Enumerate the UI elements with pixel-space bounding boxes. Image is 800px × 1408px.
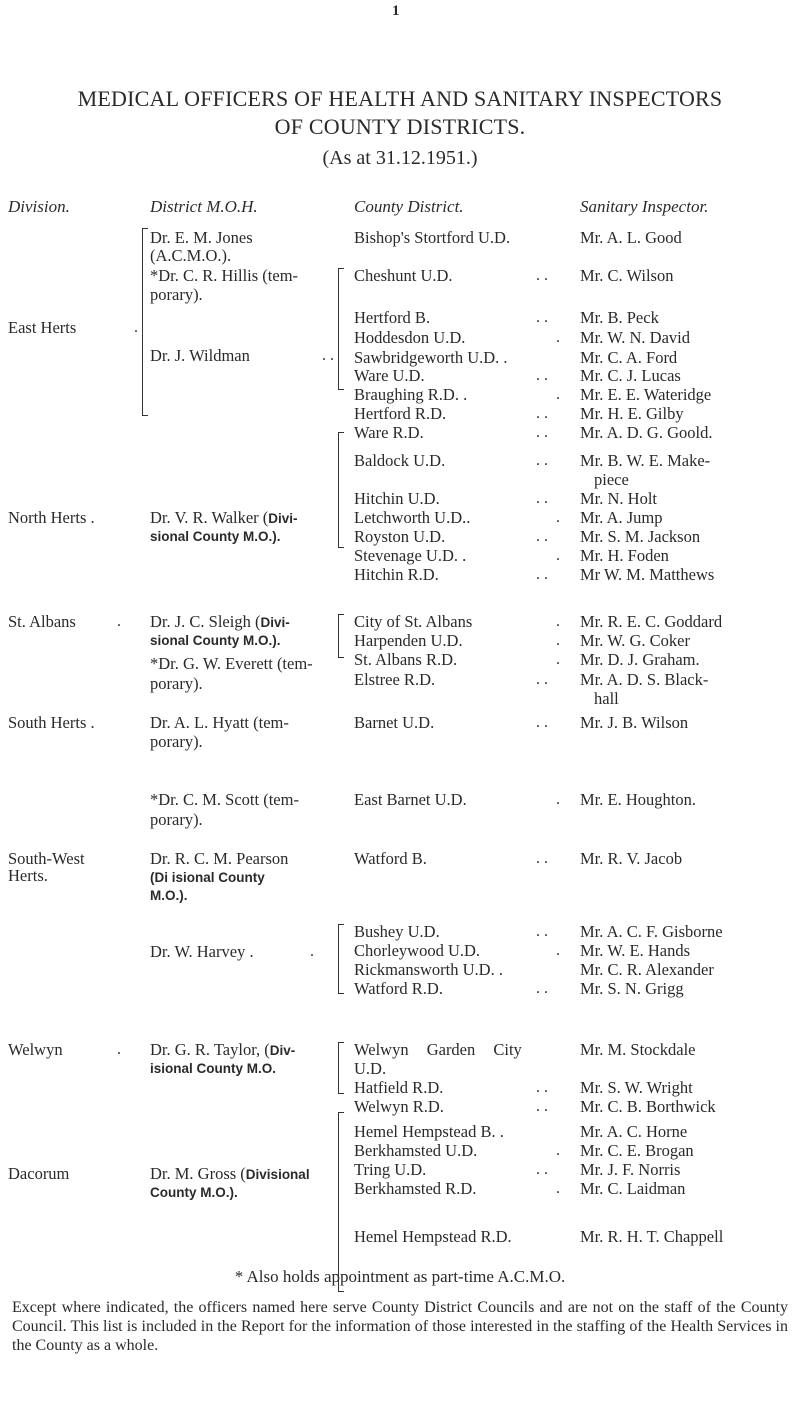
leader-dots: . .: [536, 452, 548, 469]
inspector-name: Mr. E. Houghton.: [580, 790, 696, 809]
district-name: Tring U.D.: [354, 1160, 427, 1179]
district-name: Elstree R.D.: [354, 670, 436, 689]
division-dacorum: Dacorum: [8, 1164, 70, 1183]
inspector-name: Mr. A. L. Good: [580, 228, 682, 247]
inspector-name: Mr. C. J. Lucas: [580, 366, 681, 385]
district-name: Bushey U.D.: [354, 922, 440, 941]
inspector-name: Mr. W. N. David: [580, 328, 691, 347]
officer-harvey: Dr. W. Harvey .: [150, 942, 254, 961]
district-name: Letchworth U.D..: [354, 508, 471, 527]
division-dots: .: [134, 319, 138, 336]
division-south-west-herts-line-2: Herts.: [8, 866, 48, 885]
inspector-name: Mr. C. Wilson: [580, 266, 674, 285]
brace-harvey: [338, 924, 339, 994]
officer-jones-line-2: (A.C.M.O.).: [150, 246, 232, 265]
district-name: Chorleywood U.D.: [354, 941, 481, 960]
leader-dots: . .: [536, 1079, 548, 1096]
officer-hillis-line-1: *Dr. C. R. Hillis (tem-: [150, 266, 299, 285]
inspector-name: Mr. W. G. Coker: [580, 631, 691, 650]
district-name: Sawbridgeworth U.D. .: [354, 348, 508, 367]
district-name: Hemel Hempstead B. .: [354, 1122, 504, 1141]
inspector-name: Mr. J. F. Norris: [580, 1160, 681, 1179]
leader-dots: . .: [536, 1098, 548, 1115]
inspector-name: Mr. C. A. Ford: [580, 348, 678, 367]
officer-walker-line-1: Dr. V. R. Walker (Divi-: [150, 508, 298, 527]
header-division: Division.: [8, 197, 70, 216]
inspector-name: Mr. J. B. Wilson: [580, 713, 689, 732]
brace-wildman: [338, 268, 339, 390]
leader-dots: . .: [536, 309, 548, 326]
district-name: Harpenden U.D.: [354, 631, 463, 650]
officer-gross-line-1: Dr. M. Gross (Divisional: [150, 1164, 310, 1183]
division-south-west-herts-line-1: South-West: [8, 849, 85, 868]
inspector-name: Mr. H. E. Gilby: [580, 404, 684, 423]
inspector-name: Mr. B. W. E. Make-: [580, 451, 711, 470]
leader-dots: . .: [536, 424, 548, 441]
officer-pearson-line-3: M.O.).: [150, 888, 188, 903]
district-name: Berkhamsted U.D.: [354, 1141, 478, 1160]
header-sanitary-inspector: Sanitary Inspector.: [580, 197, 709, 216]
district-name: Watford B.: [354, 849, 427, 868]
officer-everett-line-2: porary).: [150, 674, 203, 693]
district-name: Royston U.D.: [354, 527, 446, 546]
inspector-name: Mr. A. Jump: [580, 508, 663, 527]
page-title-line-1: MEDICAL OFFICERS OF HEALTH AND SANITARY INSPECTORS: [77, 86, 723, 111]
leader-dots: . .: [536, 405, 548, 422]
district-name: U.D.: [354, 1059, 387, 1078]
inspector-name: Mr. M. Stockdale: [580, 1040, 696, 1059]
leader-dots: . .: [536, 671, 548, 688]
officer-everett-line-1: *Dr. G. W. Everett (tem-: [150, 654, 313, 673]
district-name: Berkhamsted R.D.: [354, 1179, 477, 1198]
leader-dots: . .: [536, 528, 548, 545]
district-name: Hitchin U.D.: [354, 489, 440, 508]
officer-taylor-line-2: isional County M.O.: [150, 1061, 277, 1076]
officer-sleigh-line-1: Dr. J. C. Sleigh (Divi-: [150, 612, 290, 631]
east-herts-brace: [142, 228, 143, 416]
district-name: Cheshunt U.D.: [354, 266, 453, 285]
inspector-name: Mr. H. Foden: [580, 546, 669, 565]
inspector-name: Mr. S. W. Wright: [580, 1078, 693, 1097]
leader-dots: .: [556, 509, 560, 526]
header-county-district: County District.: [354, 197, 464, 216]
inspector-name: Mr. R. V. Jacob: [580, 849, 683, 868]
brace-taylor: [338, 1042, 339, 1094]
leader-dots: . .: [536, 367, 548, 384]
leader-dots: . .: [536, 923, 548, 940]
inspector-name: Mr. E. E. Wateridge: [580, 385, 712, 404]
inspector-name: Mr. R. H. T. Chappell: [580, 1227, 724, 1246]
division-dot: .: [117, 1041, 121, 1058]
district-name: East Barnet U.D.: [354, 790, 467, 809]
inspector-name: piece: [594, 470, 629, 489]
district-name: Baldock U.D.: [354, 451, 446, 470]
division-st-albans: St. Albans: [8, 612, 76, 631]
inspector-name: Mr W. M. Matthews: [580, 565, 715, 584]
district-name: Hemel Hempstead R.D.: [354, 1227, 512, 1246]
officer-wildman-dots: . .: [322, 347, 334, 364]
district-name: Hertford R.D.: [354, 404, 447, 423]
district-name: City of St. Albans: [354, 612, 473, 631]
inspector-name: Mr. R. E. C. Goddard: [580, 612, 723, 631]
leader-dots: .: [556, 942, 560, 959]
officer-hyatt-line-2: porary).: [150, 732, 203, 751]
district-name: Hertford B.: [354, 308, 431, 327]
leader-dots: . .: [536, 980, 548, 997]
page-title-line-2: OF COUNTY DISTRICTS.: [274, 114, 526, 139]
leader-dots: .: [556, 547, 560, 564]
officer-hillis-line-2: porary).: [150, 285, 203, 304]
leader-dots: .: [556, 613, 560, 630]
leader-dots: .: [556, 1180, 560, 1197]
inspector-name: Mr. A. C. Horne: [580, 1122, 688, 1141]
officer-wildman: Dr. J. Wildman: [150, 346, 250, 365]
division-south-herts: South Herts .: [8, 713, 95, 732]
page-mark: 1: [392, 3, 400, 19]
district-name: Watford R.D.: [354, 979, 443, 998]
district-name: Bishop's Stortford U.D.: [354, 228, 511, 247]
district-name: Welwyn Garden City: [354, 1040, 522, 1059]
officer-walker-line-2: sional County M.O.).: [150, 529, 281, 544]
leader-dots: .: [556, 651, 560, 668]
officer-pearson-line-2: (Di isional County: [150, 870, 265, 885]
inspector-name: Mr. S. N. Grigg: [580, 979, 684, 998]
leader-dots: . .: [536, 267, 548, 284]
district-name: St. Albans R.D.: [354, 650, 458, 669]
date-line: (As at 31.12.1951.): [322, 147, 478, 169]
inspector-name: Mr. A. D. S. Black-: [580, 670, 709, 689]
brace-gross: [338, 1112, 339, 1292]
division-north-herts: North Herts .: [8, 508, 95, 527]
inspector-name: Mr. C. Laidman: [580, 1179, 686, 1198]
officer-taylor-line-1: Dr. G. R. Taylor, (Div-: [150, 1040, 296, 1059]
district-name: Braughing R.D. .: [354, 385, 468, 404]
leader-dots: .: [556, 791, 560, 808]
footnote: * Also holds appointment as part-time A.C.M.O.: [234, 1267, 566, 1286]
leader-dots: .: [556, 386, 560, 403]
district-name: Ware R.D.: [354, 423, 424, 442]
inspector-name: Mr. N. Holt: [580, 489, 658, 508]
officer-scott-line-1: *Dr. C. M. Scott (tem-: [150, 790, 299, 809]
leader-dots: . .: [536, 714, 548, 731]
officer-gross-line-2: County M.O.).: [150, 1185, 238, 1200]
brace-sleigh: [338, 614, 339, 658]
inspector-name: Mr. S. M. Jackson: [580, 527, 701, 546]
district-name: Hatfield R.D.: [354, 1078, 444, 1097]
officer-scott-line-2: porary).: [150, 810, 203, 829]
officer-pearson-line-1: Dr. R. C. M. Pearson: [150, 849, 289, 868]
closing-paragraph: Except where indicated, the officers named here serve County District Councils and are not on the staff of the County Council. This list is included in the Report for the information of those interested in the staffing of the Health Services in the County as a whole.: [12, 1299, 788, 1354]
inspector-name: hall: [594, 689, 619, 708]
leader-dots: .: [556, 632, 560, 649]
leader-dots: . .: [536, 566, 548, 583]
inspector-name: Mr. B. Peck: [580, 308, 659, 327]
district-name: Rickmansworth U.D. .: [354, 960, 503, 979]
division-welwyn: Welwyn: [8, 1040, 63, 1059]
district-name: Welwyn R.D.: [354, 1097, 444, 1116]
header-district-moh: District M.O.H.: [150, 197, 258, 216]
inspector-name: Mr. A. C. F. Gisborne: [580, 922, 723, 941]
division-east-herts: East Herts: [8, 318, 77, 337]
division-dot: .: [117, 613, 121, 630]
officer-jones-line-1: Dr. E. M. Jones: [150, 228, 253, 247]
officer-hyatt-line-1: Dr. A. L. Hyatt (tem-: [150, 713, 289, 732]
officer-harvey-dot: .: [310, 943, 314, 960]
leader-dots: . .: [536, 1161, 548, 1178]
brace-walker: [338, 432, 339, 548]
leader-dots: .: [556, 1142, 560, 1159]
district-name: Ware U.D.: [354, 366, 425, 385]
leader-dots: .: [556, 329, 560, 346]
district-name: Stevenage U.D. .: [354, 546, 467, 565]
officer-sleigh-line-2: sional County M.O.).: [150, 633, 281, 648]
leader-dots: . .: [536, 490, 548, 507]
district-name: Barnet U.D.: [354, 713, 435, 732]
inspector-name: Mr. A. D. G. Goold.: [580, 423, 713, 442]
inspector-name: Mr. C. R. Alexander: [580, 960, 714, 979]
district-name: Hoddesdon U.D.: [354, 328, 466, 347]
leader-dots: . .: [536, 850, 548, 867]
district-name: Hitchin R.D.: [354, 565, 439, 584]
inspector-name: Mr. W. E. Hands: [580, 941, 691, 960]
inspector-name: Mr. C. E. Brogan: [580, 1141, 694, 1160]
inspector-name: Mr. C. B. Borthwick: [580, 1097, 716, 1116]
inspector-name: Mr. D. J. Graham.: [580, 650, 700, 669]
